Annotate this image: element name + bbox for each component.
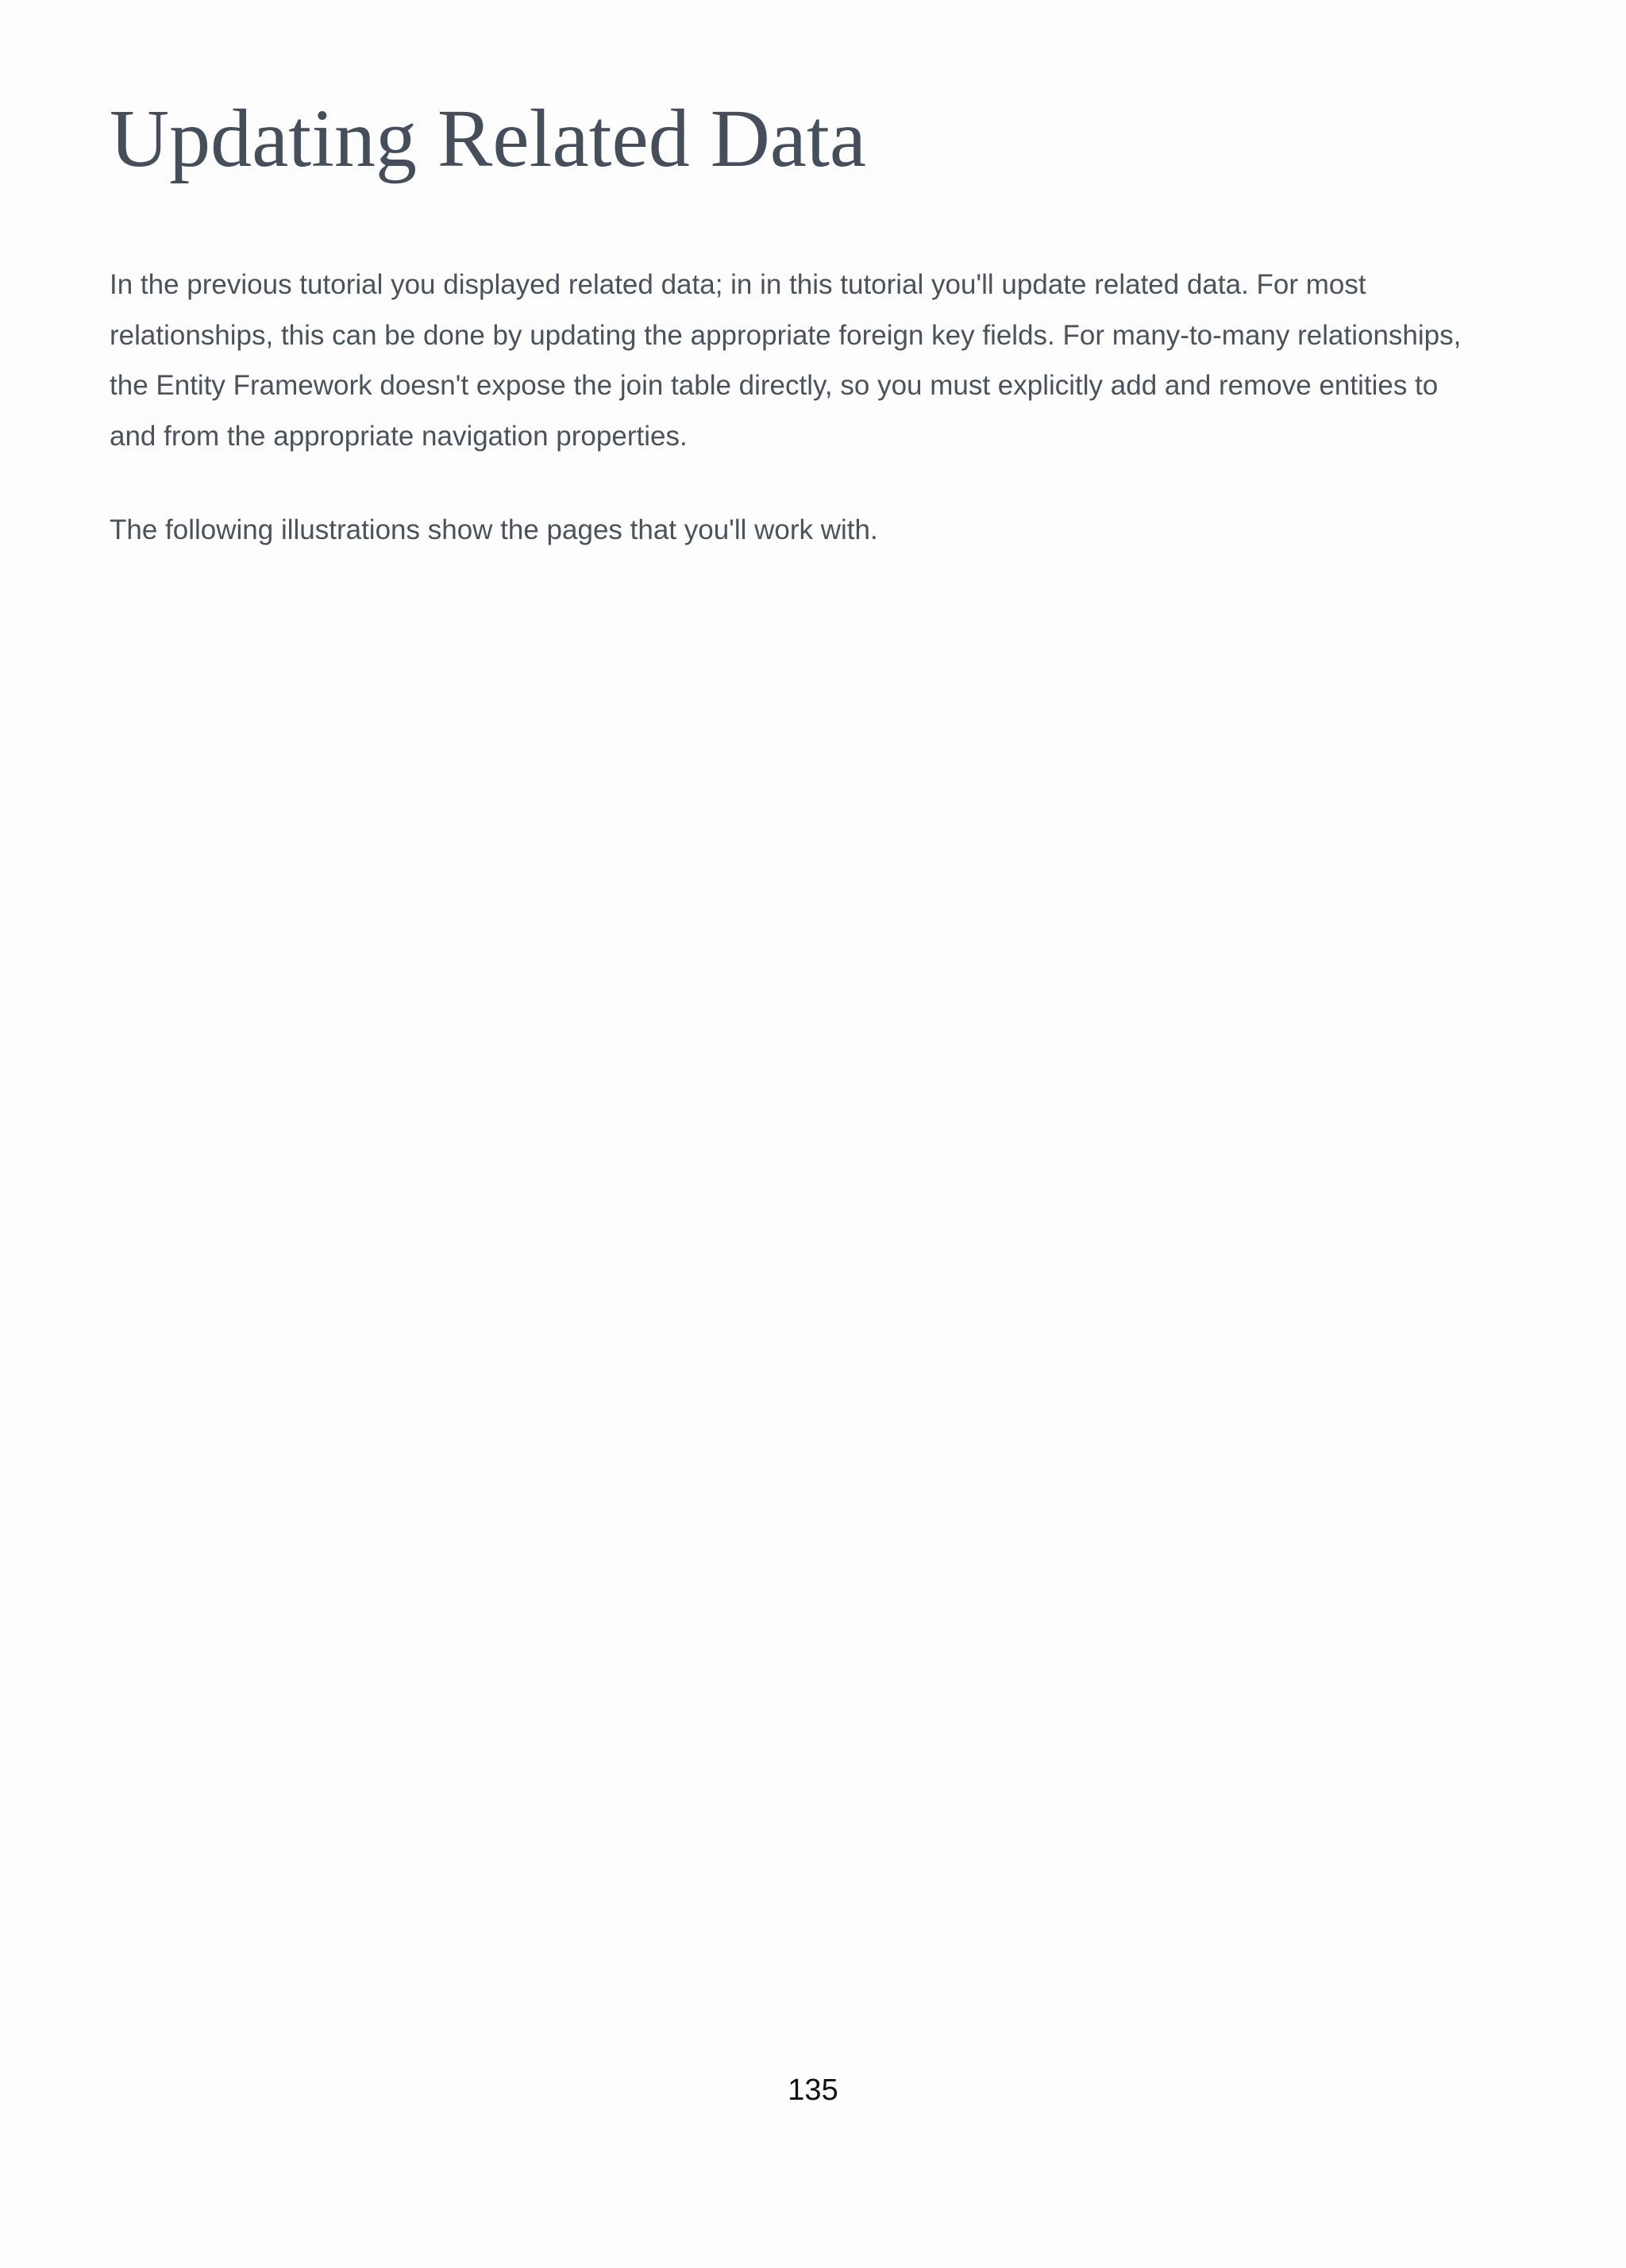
- page-number: 135: [788, 2074, 838, 2107]
- illustrations-paragraph: The following illustrations show the pages that you'll work with.: [110, 514, 878, 545]
- intro-paragraph-line: and from the appropriate navigation properties.: [110, 420, 688, 452]
- intro-paragraph: [110, 260, 1461, 461]
- intro-paragraph-line: In the previous tutorial you displayed related data; in in this tutorial you'll update related data. For most: [110, 269, 1366, 300]
- page-title: Updating Related Data: [110, 93, 867, 184]
- intro-paragraph-line: the Entity Framework doesn't expose the join table directly, so you must explicitly add and remove entities to: [110, 370, 1439, 401]
- intro-paragraph-line: relationships, this can be done by updating the appropriate foreign key fields. For many-to-many relationships,: [110, 319, 1462, 351]
